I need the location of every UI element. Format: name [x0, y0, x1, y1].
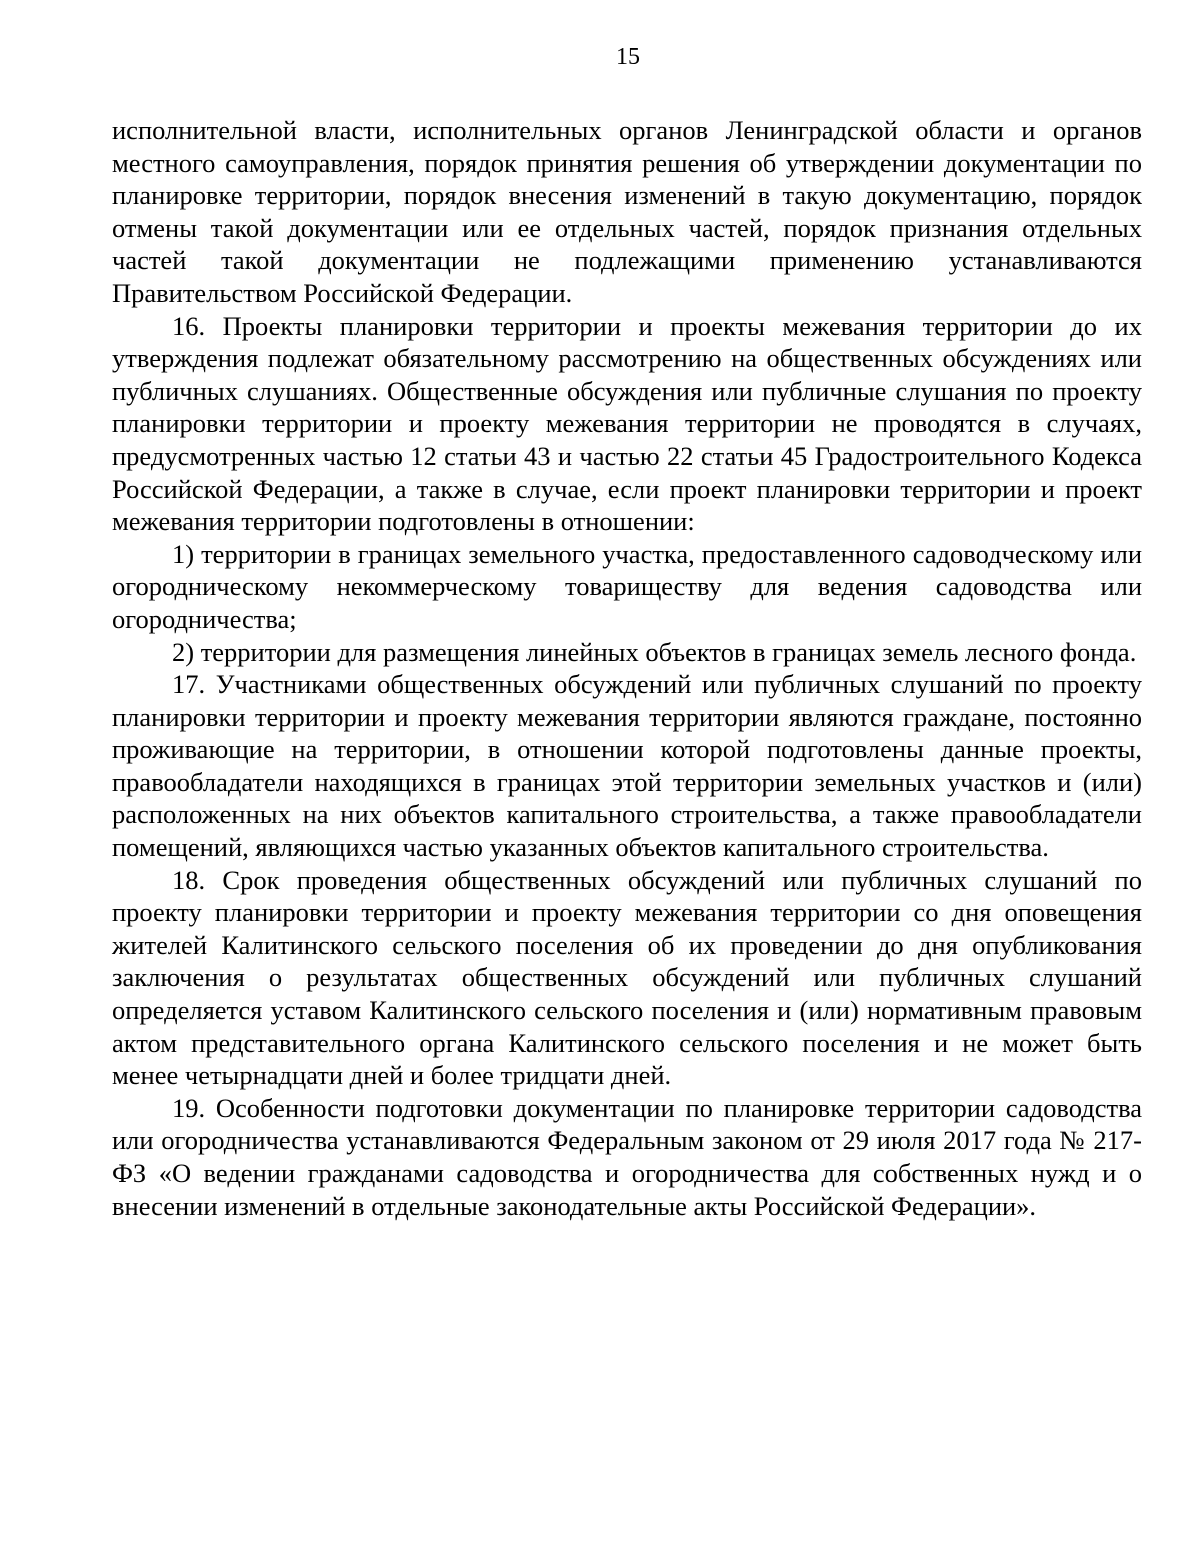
- paragraph-item-17: 17. Участниками общественных обсуждений или публичных слушаний по проекту планировки территории и проекту межевания территории являются граждане, постоянно проживающие на территории, в отношении которой подготовлены данные проекты, правообладатели находящихся в границах этой территории земельных участков и (или) расположенных на них объектов капитального строительства, а также правообладатели помещений, являющихся частью указанных объектов капитального строительства.: [112, 669, 1142, 863]
- paragraph-item-16-sub-1: 1) территории в границах земельного участка, предоставленного садоводческому или огородническому некоммерческому товариществу для ведения садоводства или огородничества;: [112, 538, 1142, 634]
- page-number: 15: [616, 44, 640, 70]
- document-body: [112, 114, 1142, 1222]
- paragraph-item-18: 18. Срок проведения общественных обсуждений или публичных слушаний по проекту планировки территории и проекту межевания территории со дня оповещения жителей Калитинского сельского поселения об их проведении до дня опубликования заключения о результатах общественных обсуждений или публичных слушаний определяется уставом Калитинского сельского поселения и (или) нормативным правовым актом представительного органа Калитинского сельского поселения и не может быть менее четырнадцати дней и более тридцати дней.: [112, 864, 1142, 1091]
- paragraph-item-16: 16. Проекты планировки территории и проекты межевания территории до их утверждения подлежат обязательному рассмотрению на общественных обсуждениях или публичных слушаниях. Общественные обсуждения или публичные слушания по проекту планировки территории и проекту межевания территории не проводятся в случаях, предусмотренных частью 12 статьи 43 и частью 22 статьи 45 Градостроительного Кодекса Российской Федерации, а также в случае, если проект планировки территории и проект межевания территории подготовлены в отношении:: [112, 310, 1142, 537]
- paragraph-item-19: 19. Особенности подготовки документации по планировке территории садоводства или огородничества устанавливаются Федеральным законом от 29 июля 2017 года № 217-ФЗ «О ведении гражданами садоводства и огородничества для собственных нужд и о внесении изменений в отдельные законодательные акты Российской Федерации».: [112, 1092, 1142, 1221]
- paragraph-continuation: исполнительной власти, исполнительных органов Ленинградской области и органов местного самоуправления, порядок принятия решения об утверждении документации по планировке территории, порядок внесения изменений в такую документацию, порядок отмены такой документации или ее отдельных частей, порядок признания отдельных частей такой документации не подлежащими применению устанавливаются Правительством Российской Федерации.: [112, 115, 1142, 308]
- paragraph-item-16-sub-2: 2) территории для размещения линейных объектов в границах земель лесного фонда.: [172, 636, 1137, 667]
